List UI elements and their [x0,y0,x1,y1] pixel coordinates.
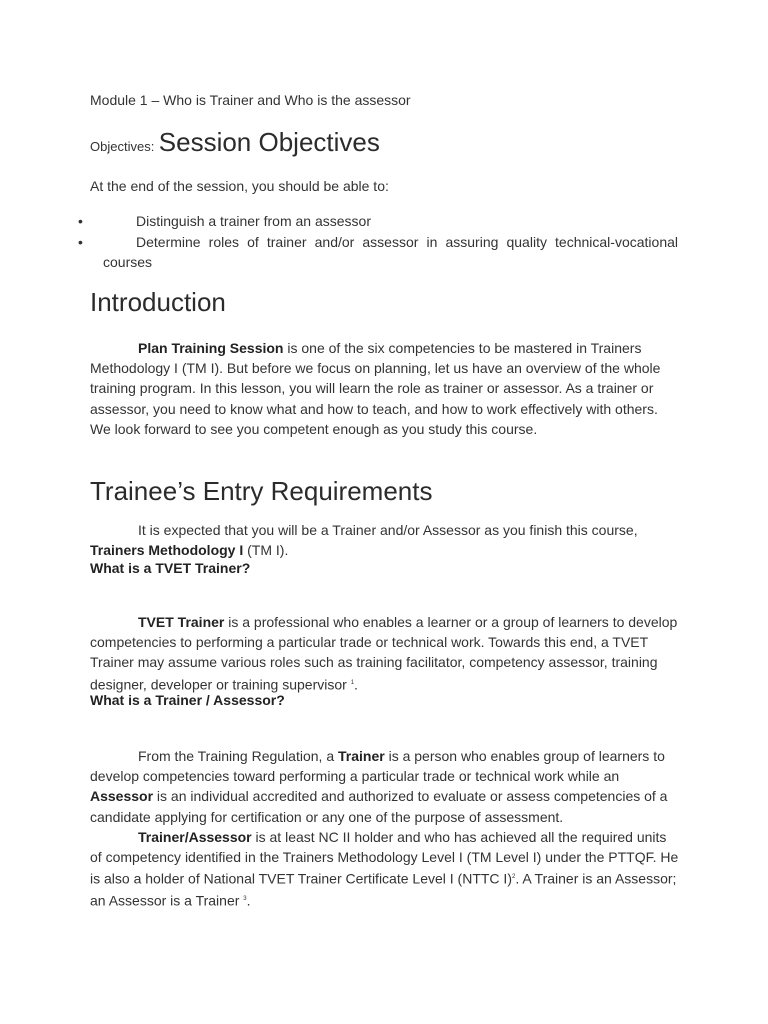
trainer-definition-paragraph [90,746,680,827]
entry-requirements-heading: Trainee’s Entry Requirements [90,476,433,506]
bold-text: Assessor [90,788,154,805]
objectives-heading: Session Objectives [158,127,380,157]
objectives-line [90,127,380,158]
paragraph-text: From the Training Regulation, a [138,748,338,764]
entry-paragraph [90,520,680,560]
bold-lead: TVET Trainer [138,614,225,630]
list-item [78,211,678,231]
paragraph-text: is an individual accredited and authorized to evaluate or assess competencies of a candidate applying for certification or any one of the purpose of assessment. [90,788,668,825]
objectives-bullet-list [78,211,678,273]
paragraph-text: . A Trainer is an Assessor; an Assessor is a Trainer [90,870,677,909]
introduction-paragraph [90,338,680,439]
list-item [78,232,678,272]
paragraph-text: is a person who enables group of learners to develop competencies toward performing a particular trade or technical work while an [90,748,665,785]
bold-lead: Trainer/Assessor [138,828,252,845]
question-tvet-trainer: What is a TVET Trainer? [90,560,251,576]
bullet-icon: • [78,213,83,229]
bold-text: Trainers Methodology I [90,542,244,559]
session-intro-line: At the end of the session, you should be able to: [90,178,389,194]
trainer-paragraphs [90,746,680,911]
paragraph-text: is a professional who enables a learner or a group of learners to develop competencies to performing a particular trade or technical work. Towards this end, a TVET Trainer may assume various roles such as training facilitator, competency assessor, training designer, developer or training supervisor [90,614,678,693]
question-trainer-assessor: What is a Trainer / Assessor? [90,692,285,708]
tvet-paragraph [90,612,680,694]
paragraph-text: is at least NC II holder and who has achieved all the required units of competency identified in the Trainers Methodology Level I (TM Level I) under the PTTQF. He is also a holder of National TVET Trainer Certificate Level I (NTTC I) [90,828,679,887]
paragraph-text: . [246,892,251,909]
bullet-icon: • [78,234,83,250]
bullet-text: Determine roles of trainer and/or assessor in assuring quality technical-vocational courses [103,234,678,270]
footnote-ref[interactable]: 1 [350,679,355,686]
bullet-text: Distinguish a trainer from an assessor [136,213,371,229]
footnote-ref[interactable]: 2 [511,874,516,881]
introduction-heading: Introduction [90,287,226,317]
bold-text: Trainer [338,748,385,764]
paragraph-text: is one of the six competencies to be mastered in Trainers Methodology I (TM I). But before we focus on planning, let us have an overview of the whole training program. In this lesson, you will learn the role as trainer or assessor. As a trainer or assessor, you need to know what and how to teach, and how to work effectively with others. We look forward to see you competent enough as you study this course. [90,340,661,437]
paragraph-text: It is expected that you will be a Trainer and/or Assessor as you finish this course, [138,522,638,538]
paragraph-text: . [354,676,358,693]
module-title: Module 1 – Who is Trainer and Who is the assessor [90,92,411,108]
footnote-ref[interactable]: 3 [243,896,247,903]
trainer-assessor-paragraph [90,827,680,911]
bold-lead: Plan Training Session [138,340,284,356]
objectives-label: Objectives: [90,139,155,154]
paragraph-text: (TM I). [243,542,289,559]
